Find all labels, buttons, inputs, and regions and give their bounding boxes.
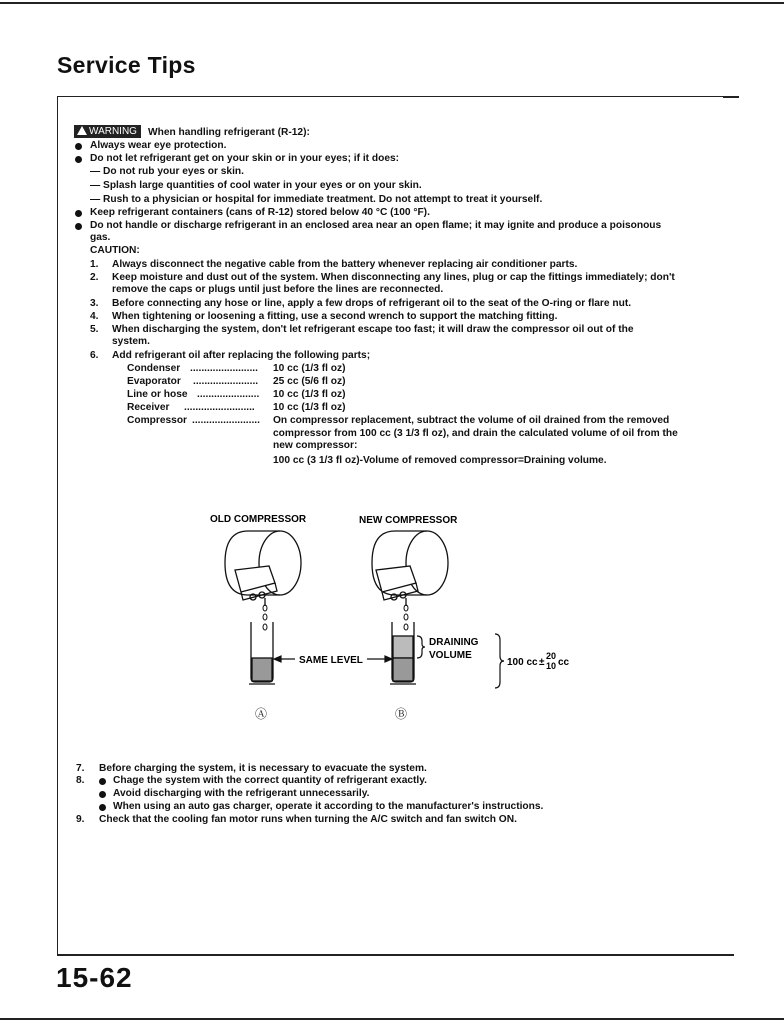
oil-part: Evaporator [127, 376, 181, 387]
new-compressor-label: NEW COMPRESSOR [359, 515, 458, 526]
oil-amount: 10 cc (1/3 fl oz) [273, 402, 346, 413]
bullet-icon [75, 143, 82, 150]
bullet-icon [99, 791, 106, 798]
step-bullet: Avoid discharging with the refrigerant unnecessarily. [113, 788, 370, 799]
caution-num: 6. [90, 350, 99, 361]
old-compressor-label: OLD COMPRESSOR [210, 514, 307, 525]
step-num: 7. [76, 763, 85, 774]
frame-bottom-rule [57, 954, 734, 956]
step-text: Before charging the system, it is necessary to evacuate the system. [99, 763, 427, 774]
step-num: 8. [76, 775, 85, 786]
range-lo: 10 [546, 661, 557, 671]
warning-subitem: — Rush to a physician or hospital for immediate treatment. Do not attempt to treat it yourself. [90, 194, 543, 205]
warning-badge [74, 125, 141, 138]
caution-item: Add refrigerant oil after replacing the following parts; [112, 350, 371, 361]
caution-num: 5. [90, 324, 99, 335]
range-hi: 20 [546, 651, 557, 661]
caution-num: 2. [90, 272, 99, 283]
mark-b: Ⓑ [395, 707, 408, 721]
oil-part: Line or hose [127, 389, 188, 400]
caution-num: 4. [90, 311, 99, 322]
page-title: Service Tips [57, 52, 196, 78]
caution-item: When tightening or loosening a fitting, use a second wrench to support the matching fitting. [112, 311, 558, 322]
caution-item-cont: remove the caps or plugs until just before the lines are reconnected. [112, 284, 444, 295]
caution-item: Before connecting any hose or line, apply a few drops of refrigerant oil to the seat of the O-ring or flare nut. [112, 298, 632, 309]
step-num: 9. [76, 814, 85, 825]
new-drops [404, 605, 408, 630]
caution-item: Keep moisture and dust out of the system. When disconnecting any lines, plug or cap the fittings immediately; don't [112, 272, 675, 283]
caution-item: Always disconnect the negative cable from the battery whenever replacing air conditioner parts. [112, 259, 578, 270]
warning-badge-label: WARNING [89, 126, 137, 137]
old-cylinder [249, 622, 275, 684]
oil-amount: 10 cc (1/3 fl oz) [273, 363, 346, 374]
oil-dots: ......................... [184, 402, 255, 413]
bullet-icon [99, 804, 106, 811]
page-number: 15-62 [56, 962, 133, 993]
caution-num: 1. [90, 259, 99, 270]
oil-amount: On compressor replacement, subtract the volume of oil drained from the removed [273, 415, 670, 426]
range-brace [495, 634, 504, 688]
step-text: Check that the cooling fan motor runs when turning the A/C switch and fan switch ON. [99, 814, 517, 825]
bottom-rule [0, 1018, 784, 1020]
range-pm: ± [539, 657, 545, 668]
warning-subitem: — Do not rub your eyes or skin. [90, 166, 244, 177]
compressor-formula: 100 cc (3 1/3 fl oz)-Volume of removed compressor=Draining volume. [273, 455, 607, 466]
oil-part: Compressor [127, 415, 188, 426]
warning-item: Keep refrigerant containers (cans of R-12) stored below 40 °C (100 °F). [90, 207, 430, 218]
new-compressor-drawing [372, 531, 448, 606]
warning-item: Do not let refrigerant get on your skin or in your eyes; if it does: [90, 153, 400, 164]
step-bullet: Chage the system with the correct quantity of refrigerant exactly. [113, 775, 428, 786]
oil-amount: 25 cc (5/6 fl oz) [273, 376, 346, 387]
same-level-label: SAME LEVEL [299, 655, 363, 666]
old-drops [263, 605, 267, 630]
oil-dots: ........................ [190, 363, 258, 374]
caution-item-cont: system. [112, 336, 150, 347]
oil-dots: ....................... [193, 376, 259, 387]
draining-label-2: VOLUME [429, 650, 472, 661]
bullet-icon [75, 210, 82, 217]
warning-item: Always wear eye protection. [90, 140, 227, 151]
draining-label-1: DRAINING [429, 637, 479, 648]
compressor-oil-diagram [195, 508, 615, 723]
warning-item-cont: gas. [90, 232, 111, 243]
bullet-icon [99, 778, 106, 785]
bullet-icon [75, 223, 82, 230]
step-bullet: When using an auto gas charger, operate it according to the manufacturer's instructions. [113, 801, 544, 812]
oil-dots: ...................... [197, 389, 260, 400]
oil-dots: ........................ [192, 415, 260, 426]
bullet-icon [75, 156, 82, 163]
range-main: 100 cc [507, 657, 538, 668]
top-rule [0, 2, 784, 4]
caution-item: When discharging the system, don't let refrigerant escape too fast; it will draw the compressor oil out of the [112, 324, 634, 335]
warning-subitem: — Splash large quantities of cool water in your eyes or on your skin. [90, 180, 422, 191]
old-compressor-drawing [225, 531, 301, 606]
warning-item: Do not handle or discharge refrigerant in an enclosed area near an open flame; it may ignite and produce a poisonous [90, 220, 662, 231]
warning-triangle-icon [77, 126, 87, 135]
oil-part: Condenser [127, 363, 181, 374]
new-cylinder [390, 622, 416, 684]
compressor-note: compressor from 100 cc (3 1/3 fl oz), and drain the calculated volume of oil from the [273, 428, 678, 439]
caution-num: 3. [90, 298, 99, 309]
range-unit: cc [558, 657, 570, 668]
mark-a: Ⓐ [255, 707, 268, 721]
oil-part: Receiver [127, 402, 170, 413]
caution-heading: CAUTION: [90, 245, 140, 256]
draining-brace [417, 636, 425, 658]
frame-top-extension [723, 96, 739, 98]
oil-amount: 10 cc (1/3 fl oz) [273, 389, 346, 400]
warning-intro: When handling refrigerant (R-12): [148, 127, 310, 138]
compressor-note: new compressor: [273, 440, 358, 451]
